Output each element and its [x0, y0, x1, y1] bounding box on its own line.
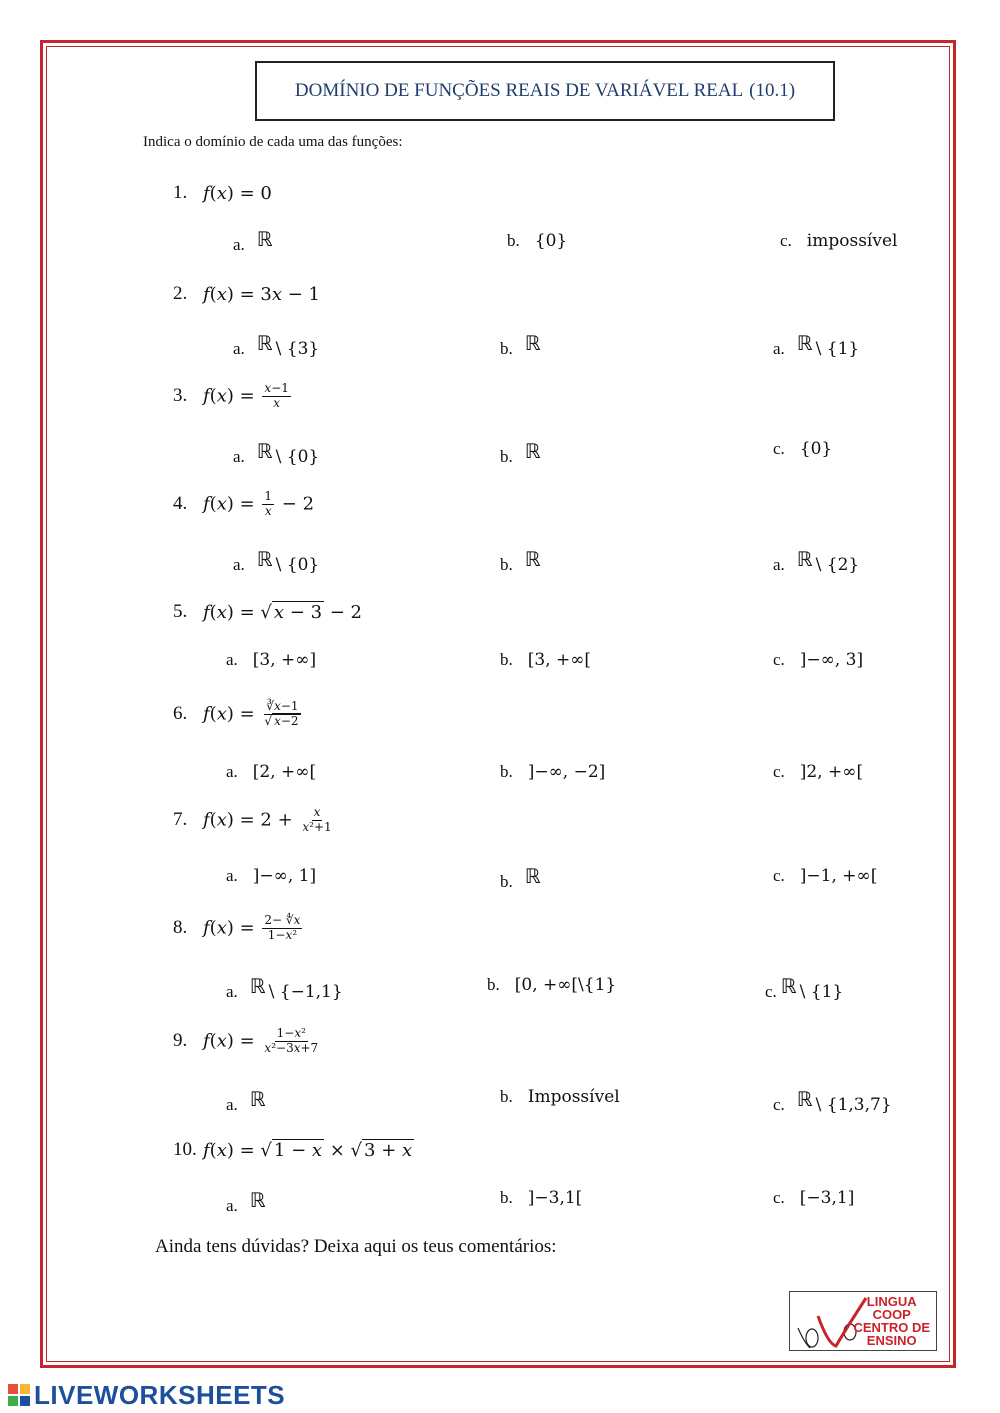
function-expression: f(x) = $\frac{\text{1−x²}}{\text{x²−3x+7}}$: [203, 1026, 319, 1055]
option-6a[interactable]: [226, 762, 316, 782]
option-label: a.: [226, 650, 238, 669]
option-3c[interactable]: [773, 439, 832, 459]
option-2c[interactable]: [773, 331, 860, 359]
option-label: a.: [233, 555, 245, 574]
question-8: [173, 914, 304, 943]
option-9b[interactable]: [500, 1087, 620, 1107]
option-value: Impossível: [527, 1087, 620, 1107]
option-value: ]−3,1[: [527, 1188, 583, 1208]
option-value: ]−∞, 1]: [252, 866, 317, 886]
option-4b[interactable]: [500, 547, 544, 575]
option-label: a.: [226, 1196, 238, 1215]
option-label: a.: [226, 1095, 238, 1114]
question-number: 3.: [173, 385, 188, 407]
function-expression: f(x) = √ x − 3 − 2: [203, 601, 363, 623]
question-number: 10.: [173, 1139, 197, 1160]
question-9: [173, 1027, 322, 1056]
function-expression: f(x) = 0: [203, 182, 272, 204]
option-label: b.: [500, 555, 513, 574]
comments-prompt: Ainda tens dúvidas? Deixa aqui os teus comentários:: [155, 1236, 557, 1257]
option-label: b.: [500, 447, 513, 466]
title-box: [255, 61, 835, 121]
option-value: \ {1}: [815, 339, 860, 359]
liveworksheets-logo-icon: [8, 1384, 30, 1408]
real-numbers-symbol: ℝ: [249, 1188, 266, 1212]
option-label: a.: [773, 339, 785, 358]
real-numbers-symbol: ℝ: [524, 864, 541, 888]
option-label: b.: [487, 975, 500, 994]
option-10c[interactable]: [773, 1188, 854, 1208]
logo-line: LINGUA: [866, 1294, 917, 1309]
option-10b[interactable]: [500, 1188, 582, 1208]
question-number: 8.: [173, 917, 188, 939]
function-expression: f(x) = √ 1 − x × √ 3 + x: [203, 1139, 413, 1161]
instructions: Indica o domínio de cada uma das funções:: [143, 134, 403, 150]
real-numbers-symbol: ℝ: [249, 974, 266, 998]
function-expression: f(x) = 2 + $\frac{x}{\text{x²+1}}$: [203, 805, 332, 834]
question-number: 6.: [173, 703, 188, 725]
option-label: a.: [226, 762, 238, 781]
option-label: c.: [773, 1188, 785, 1207]
option-2a[interactable]: [233, 331, 320, 359]
option-3a[interactable]: [233, 439, 320, 467]
option-value: \ {1}: [799, 982, 844, 1002]
real-numbers-symbol: ℝ: [796, 331, 813, 355]
option-1b[interactable]: [507, 231, 567, 251]
option-8a[interactable]: [226, 974, 343, 1002]
question-4: [173, 490, 314, 519]
option-value: ]−1, +∞[: [799, 866, 878, 886]
option-1c[interactable]: [780, 231, 897, 251]
function-expression: f(x) = $\frac{2- ∜x}{\text{1−x²}}$: [203, 913, 301, 942]
option-label: a.: [233, 235, 245, 254]
question-number: 9.: [173, 1030, 188, 1052]
option-value: [3, +∞[: [527, 650, 592, 670]
option-label: c.: [765, 982, 777, 1001]
option-label: a.: [773, 555, 785, 574]
question-3: [173, 382, 293, 411]
option-label: b.: [500, 762, 513, 781]
option-1a[interactable]: [233, 227, 276, 255]
option-4c[interactable]: [773, 547, 860, 575]
option-label: b.: [500, 650, 513, 669]
real-numbers-symbol: ℝ: [256, 227, 273, 251]
option-value: \ {2}: [815, 555, 860, 575]
real-numbers-symbol: ℝ: [256, 439, 273, 463]
option-7a[interactable]: [226, 866, 316, 886]
question-5: [173, 601, 362, 623]
real-numbers-symbol: ℝ: [524, 331, 541, 355]
option-5c[interactable]: [773, 650, 863, 670]
question-10: [173, 1139, 414, 1161]
option-value: [2, +∞[: [252, 762, 317, 782]
option-label: c.: [773, 866, 785, 885]
question-number: 5.: [173, 601, 188, 622]
question-1: [173, 182, 272, 204]
real-numbers-symbol: ℝ: [524, 439, 541, 463]
option-value: impossível: [806, 231, 898, 251]
option-value: [0, +∞[\{1}: [514, 975, 617, 995]
option-8b[interactable]: [487, 975, 616, 995]
question-2: [173, 283, 320, 305]
option-7c[interactable]: [773, 866, 877, 886]
option-6c[interactable]: [773, 762, 863, 782]
option-value: ]2, +∞[: [799, 762, 864, 782]
option-6b[interactable]: [500, 762, 605, 782]
option-value: \ {0}: [275, 447, 320, 467]
option-10a[interactable]: [226, 1188, 269, 1216]
logo-text: [853, 1295, 930, 1347]
option-5b[interactable]: [500, 650, 591, 670]
question-6: [173, 700, 305, 729]
option-value: {0}: [534, 231, 568, 251]
option-value: {0}: [799, 439, 833, 459]
option-label: a.: [226, 982, 238, 1001]
option-4a[interactable]: [233, 547, 320, 575]
option-2b[interactable]: [500, 331, 544, 359]
option-value: \ {0}: [275, 555, 320, 575]
question-number: 2.: [173, 283, 188, 304]
question-number: 7.: [173, 809, 188, 831]
option-label: b.: [500, 339, 513, 358]
option-label: c.: [773, 650, 785, 669]
option-8c[interactable]: [765, 974, 844, 1002]
page-title: DOMÍNIO DE FUNÇÕES REAIS DE VARIÁVEL REAL: [294, 80, 744, 101]
option-label: c.: [773, 762, 785, 781]
option-label: c.: [773, 439, 785, 458]
footer-brand: [8, 1380, 285, 1411]
option-value: ]−∞, −2]: [527, 762, 606, 782]
option-9a[interactable]: [226, 1087, 269, 1115]
question-7: [173, 806, 336, 835]
real-numbers-symbol: ℝ: [256, 547, 273, 571]
option-5a[interactable]: [226, 650, 316, 670]
option-label: b.: [507, 231, 520, 250]
logo-line: ENSINO: [866, 1333, 917, 1348]
option-label: a.: [226, 866, 238, 885]
option-value: \ {1,3,7}: [815, 1095, 892, 1115]
option-7b[interactable]: [500, 864, 544, 892]
option-9c[interactable]: [773, 1087, 892, 1115]
logo-line: CENTRO DE: [853, 1320, 930, 1335]
option-value: [3, +∞]: [252, 650, 317, 670]
option-value: ]−∞, 3]: [799, 650, 864, 670]
question-number: 1.: [173, 182, 188, 203]
option-label: a.: [233, 339, 245, 358]
footer-brand-text: LIVEWORKSHEETS: [34, 1380, 286, 1410]
option-label: b.: [500, 1087, 513, 1106]
option-label: c.: [773, 1095, 785, 1114]
real-numbers-symbol: ℝ: [780, 974, 797, 998]
real-numbers-symbol: ℝ: [249, 1087, 266, 1111]
real-numbers-symbol: ℝ: [524, 547, 541, 571]
real-numbers-symbol: ℝ: [796, 547, 813, 571]
option-3b[interactable]: [500, 439, 544, 467]
option-value: \ {−1,1}: [268, 982, 343, 1002]
real-numbers-symbol: ℝ: [796, 1087, 813, 1111]
logo-line: COOP: [872, 1307, 911, 1322]
real-numbers-symbol: ℝ: [256, 331, 273, 355]
title-code: (10.1): [749, 80, 796, 101]
function-expression: f(x) = $\frac{1}{x}$ − 2: [203, 489, 315, 518]
option-label: c.: [780, 231, 792, 250]
question-number: 4.: [173, 493, 188, 515]
option-label: b.: [500, 1188, 513, 1207]
option-value: \ {3}: [275, 339, 320, 359]
option-label: b.: [500, 872, 513, 891]
function-expression: f(x) = 3x − 1: [203, 283, 320, 305]
function-expression: f(x) = $\frac{x-1}{x}$: [203, 381, 289, 410]
function-expression: f(x) = $\frac{∛x-1}{√ x-2}$: [203, 699, 299, 728]
option-value: [−3,1]: [799, 1188, 855, 1208]
lingua-coop-logo: [789, 1291, 937, 1351]
option-label: a.: [233, 447, 245, 466]
